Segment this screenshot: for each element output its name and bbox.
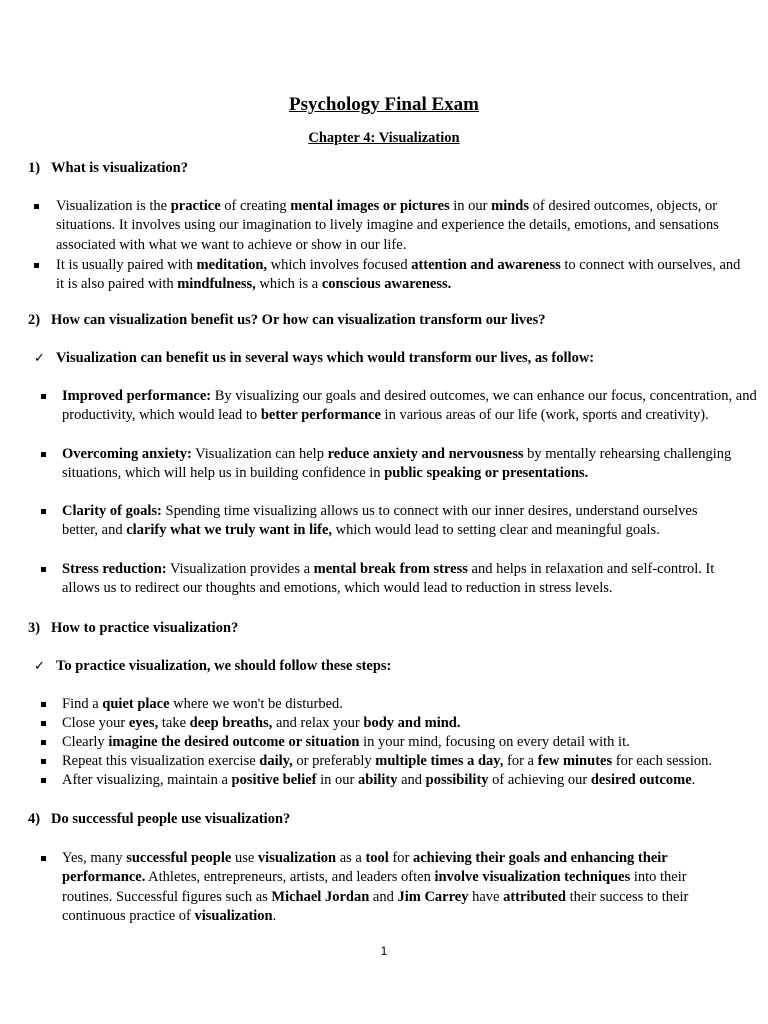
bold-text: tool bbox=[365, 850, 389, 866]
body-text: Visualization can help bbox=[191, 446, 328, 462]
bold-text: visualization bbox=[257, 850, 337, 866]
bold-text: positive belief bbox=[231, 772, 317, 788]
question-text: How to practice visualization? bbox=[51, 620, 239, 636]
bold-text: eyes, bbox=[128, 715, 159, 731]
bold-text: reduce anxiety and nervousness bbox=[327, 446, 524, 462]
bold-text: mindfulness, bbox=[177, 276, 256, 293]
chapter-subtitle: Chapter 4: Visualization bbox=[308, 130, 460, 146]
body-text: into their routines. Successful figures such as bbox=[62, 869, 687, 905]
list-item bbox=[56, 197, 746, 255]
bold-text: mental images or pictures bbox=[290, 198, 450, 214]
checkmark-icon: ✓ bbox=[34, 659, 45, 674]
body-text: . bbox=[272, 907, 277, 924]
bold-text: daily, bbox=[259, 753, 293, 769]
bold-text: clarify what we truly want in life, bbox=[126, 522, 333, 539]
page-number: 1 bbox=[380, 944, 388, 958]
checkmark-point bbox=[34, 349, 594, 368]
body-text: for each session. bbox=[612, 753, 712, 769]
list-item bbox=[62, 714, 762, 733]
body-text: of creating bbox=[220, 198, 291, 214]
list-item bbox=[62, 445, 762, 484]
bold-text: desired outcome bbox=[590, 772, 692, 788]
bullet-square-icon bbox=[41, 394, 46, 399]
bold-text: visualization bbox=[194, 907, 273, 924]
bold-text: conscious awareness. bbox=[321, 276, 452, 293]
question-3-heading bbox=[28, 619, 238, 638]
body-text: which involves focused bbox=[267, 257, 412, 273]
bullet-square-icon bbox=[41, 452, 46, 457]
list-item bbox=[62, 502, 722, 541]
bold-text: ability bbox=[358, 772, 398, 788]
body-text: for bbox=[388, 850, 413, 866]
body-text: of achieving our bbox=[488, 772, 591, 788]
bold-text: few minutes bbox=[537, 753, 613, 769]
body-text: and bbox=[369, 888, 398, 905]
body-text: By visualizing our goals and desired outcomes, we can enhance our focus, concentration, and productivity, which would lead to bbox=[62, 388, 757, 424]
bullet-square-icon bbox=[41, 778, 46, 783]
body-text: Find a bbox=[62, 696, 103, 712]
question-number: 1) bbox=[28, 160, 41, 176]
question-2-heading bbox=[28, 311, 546, 330]
body-text: Yes, many bbox=[62, 850, 127, 866]
bold-text: minds bbox=[491, 198, 530, 214]
bold-text: involve visualization techniques bbox=[434, 869, 631, 886]
body-text: in various areas of our life (work, sports and creativity). bbox=[380, 407, 709, 424]
bold-text: deep breaths, bbox=[189, 715, 273, 731]
checkmark-icon: ✓ bbox=[34, 351, 45, 366]
bold-text: body and mind. bbox=[363, 715, 461, 731]
body-text: Visualization provides a bbox=[166, 561, 314, 577]
question-text: How can visualization benefit us? Or how can visualization transform our lives? bbox=[51, 312, 546, 328]
body-text: and relax your bbox=[272, 715, 364, 731]
list-item bbox=[62, 733, 762, 752]
bullet-square-icon bbox=[41, 856, 46, 861]
body-text: Repeat this visualization exercise bbox=[62, 753, 260, 769]
bold-text: better performance bbox=[260, 407, 381, 424]
question-number: 3) bbox=[28, 620, 41, 636]
list-item bbox=[62, 752, 762, 771]
bold-text: Stress reduction: bbox=[62, 561, 167, 577]
bold-text: attention and awareness bbox=[411, 257, 561, 273]
bold-text: quiet place bbox=[102, 696, 170, 712]
body-text: It is usually paired with bbox=[56, 257, 197, 273]
question-text: Do successful people use visualization? bbox=[51, 811, 291, 827]
page-title: Psychology Final Exam bbox=[288, 94, 479, 115]
bullet-square-icon bbox=[41, 721, 46, 726]
body-text: After visualizing, maintain a bbox=[62, 772, 232, 788]
bullet-square-icon bbox=[34, 263, 39, 268]
body-text: to connect with ourselves, and it is also paired with bbox=[56, 257, 741, 293]
body-text: take bbox=[158, 715, 190, 731]
bold-text: practice bbox=[170, 198, 221, 214]
bold-text: imagine the desired outcome or situation bbox=[108, 734, 360, 750]
body-text: their success to their continuous practice of bbox=[62, 888, 689, 924]
body-text: and helps in relaxation and self-control. It allows us to redirect our thoughts and emotions, which would lead to reduction in stress levels. bbox=[62, 561, 715, 597]
body-text: Clearly bbox=[62, 734, 109, 750]
checkmark-point bbox=[34, 657, 391, 676]
bold-text: Clarity of goals: bbox=[62, 503, 162, 519]
bold-text: meditation, bbox=[196, 257, 268, 273]
bold-text: Improved performance: bbox=[62, 388, 212, 404]
bold-text: multiple times a day, bbox=[375, 753, 504, 769]
bullet-square-icon bbox=[41, 740, 46, 745]
body-text: Athletes, entrepreneurs, artists, and leaders often bbox=[145, 869, 435, 886]
question-4-heading bbox=[28, 810, 290, 829]
bullet-square-icon bbox=[34, 204, 39, 209]
body-text: in our bbox=[449, 198, 492, 214]
list-item bbox=[62, 387, 762, 426]
bullet-square-icon bbox=[41, 509, 46, 514]
body-text: in our bbox=[316, 772, 358, 788]
body-text: Spending time visualizing allows us to connect with our inner desires, understand ourselves better, and bbox=[62, 503, 698, 539]
question-1-heading bbox=[28, 159, 188, 178]
body-text: Close your bbox=[62, 715, 129, 731]
body-text: which is a bbox=[255, 276, 322, 293]
list-item bbox=[56, 256, 746, 295]
bold-text: successful people bbox=[126, 850, 232, 866]
list-item bbox=[62, 695, 762, 714]
body-text: and bbox=[397, 772, 426, 788]
list-item bbox=[62, 771, 762, 790]
bold-text: mental break from stress bbox=[313, 561, 468, 577]
question-number: 2) bbox=[28, 312, 41, 328]
body-text: for a bbox=[503, 753, 538, 769]
question-text: What is visualization? bbox=[51, 160, 188, 176]
bold-text: achieving their goals and enhancing their performance. bbox=[62, 850, 668, 886]
body-text: have bbox=[468, 888, 504, 905]
checkmark-text: To practice visualization, we should follow these steps: bbox=[56, 658, 392, 674]
bold-text: possibility bbox=[425, 772, 489, 788]
list-item bbox=[62, 849, 712, 926]
body-text: by mentally rehearsing challenging situations, which will help us in building confidence in bbox=[62, 446, 732, 482]
body-text: . bbox=[691, 772, 696, 788]
checkmark-text: Visualization can benefit us in several ways which would transform our lives, as follow: bbox=[56, 350, 595, 366]
bold-text: Jim Carrey bbox=[397, 888, 469, 905]
bold-text: Michael Jordan bbox=[271, 888, 370, 905]
list-item bbox=[62, 560, 722, 599]
body-text: or preferably bbox=[292, 753, 376, 769]
body-text: of desired outcomes, objects, or situations. It involves using our imagination to lively imagine and experience the details, emotions, and sensations associated with what we want to achieve or show in our life. bbox=[56, 198, 719, 253]
bullet-square-icon bbox=[41, 702, 46, 707]
question-number: 4) bbox=[28, 811, 41, 827]
bold-text: Overcoming anxiety: bbox=[62, 446, 192, 462]
bullet-square-icon bbox=[41, 759, 46, 764]
body-text: where we won't be disturbed. bbox=[169, 696, 343, 712]
body-text: Visualization is the bbox=[56, 198, 171, 214]
bullet-square-icon bbox=[41, 567, 46, 572]
bold-text: public speaking or presentations. bbox=[384, 465, 589, 482]
body-text: which would lead to setting clear and meaningful goals. bbox=[332, 522, 660, 539]
body-text: use bbox=[231, 850, 258, 866]
body-text: as a bbox=[336, 850, 366, 866]
bold-text: attributed bbox=[503, 888, 566, 905]
body-text: in your mind, focusing on every detail with it. bbox=[359, 734, 630, 750]
